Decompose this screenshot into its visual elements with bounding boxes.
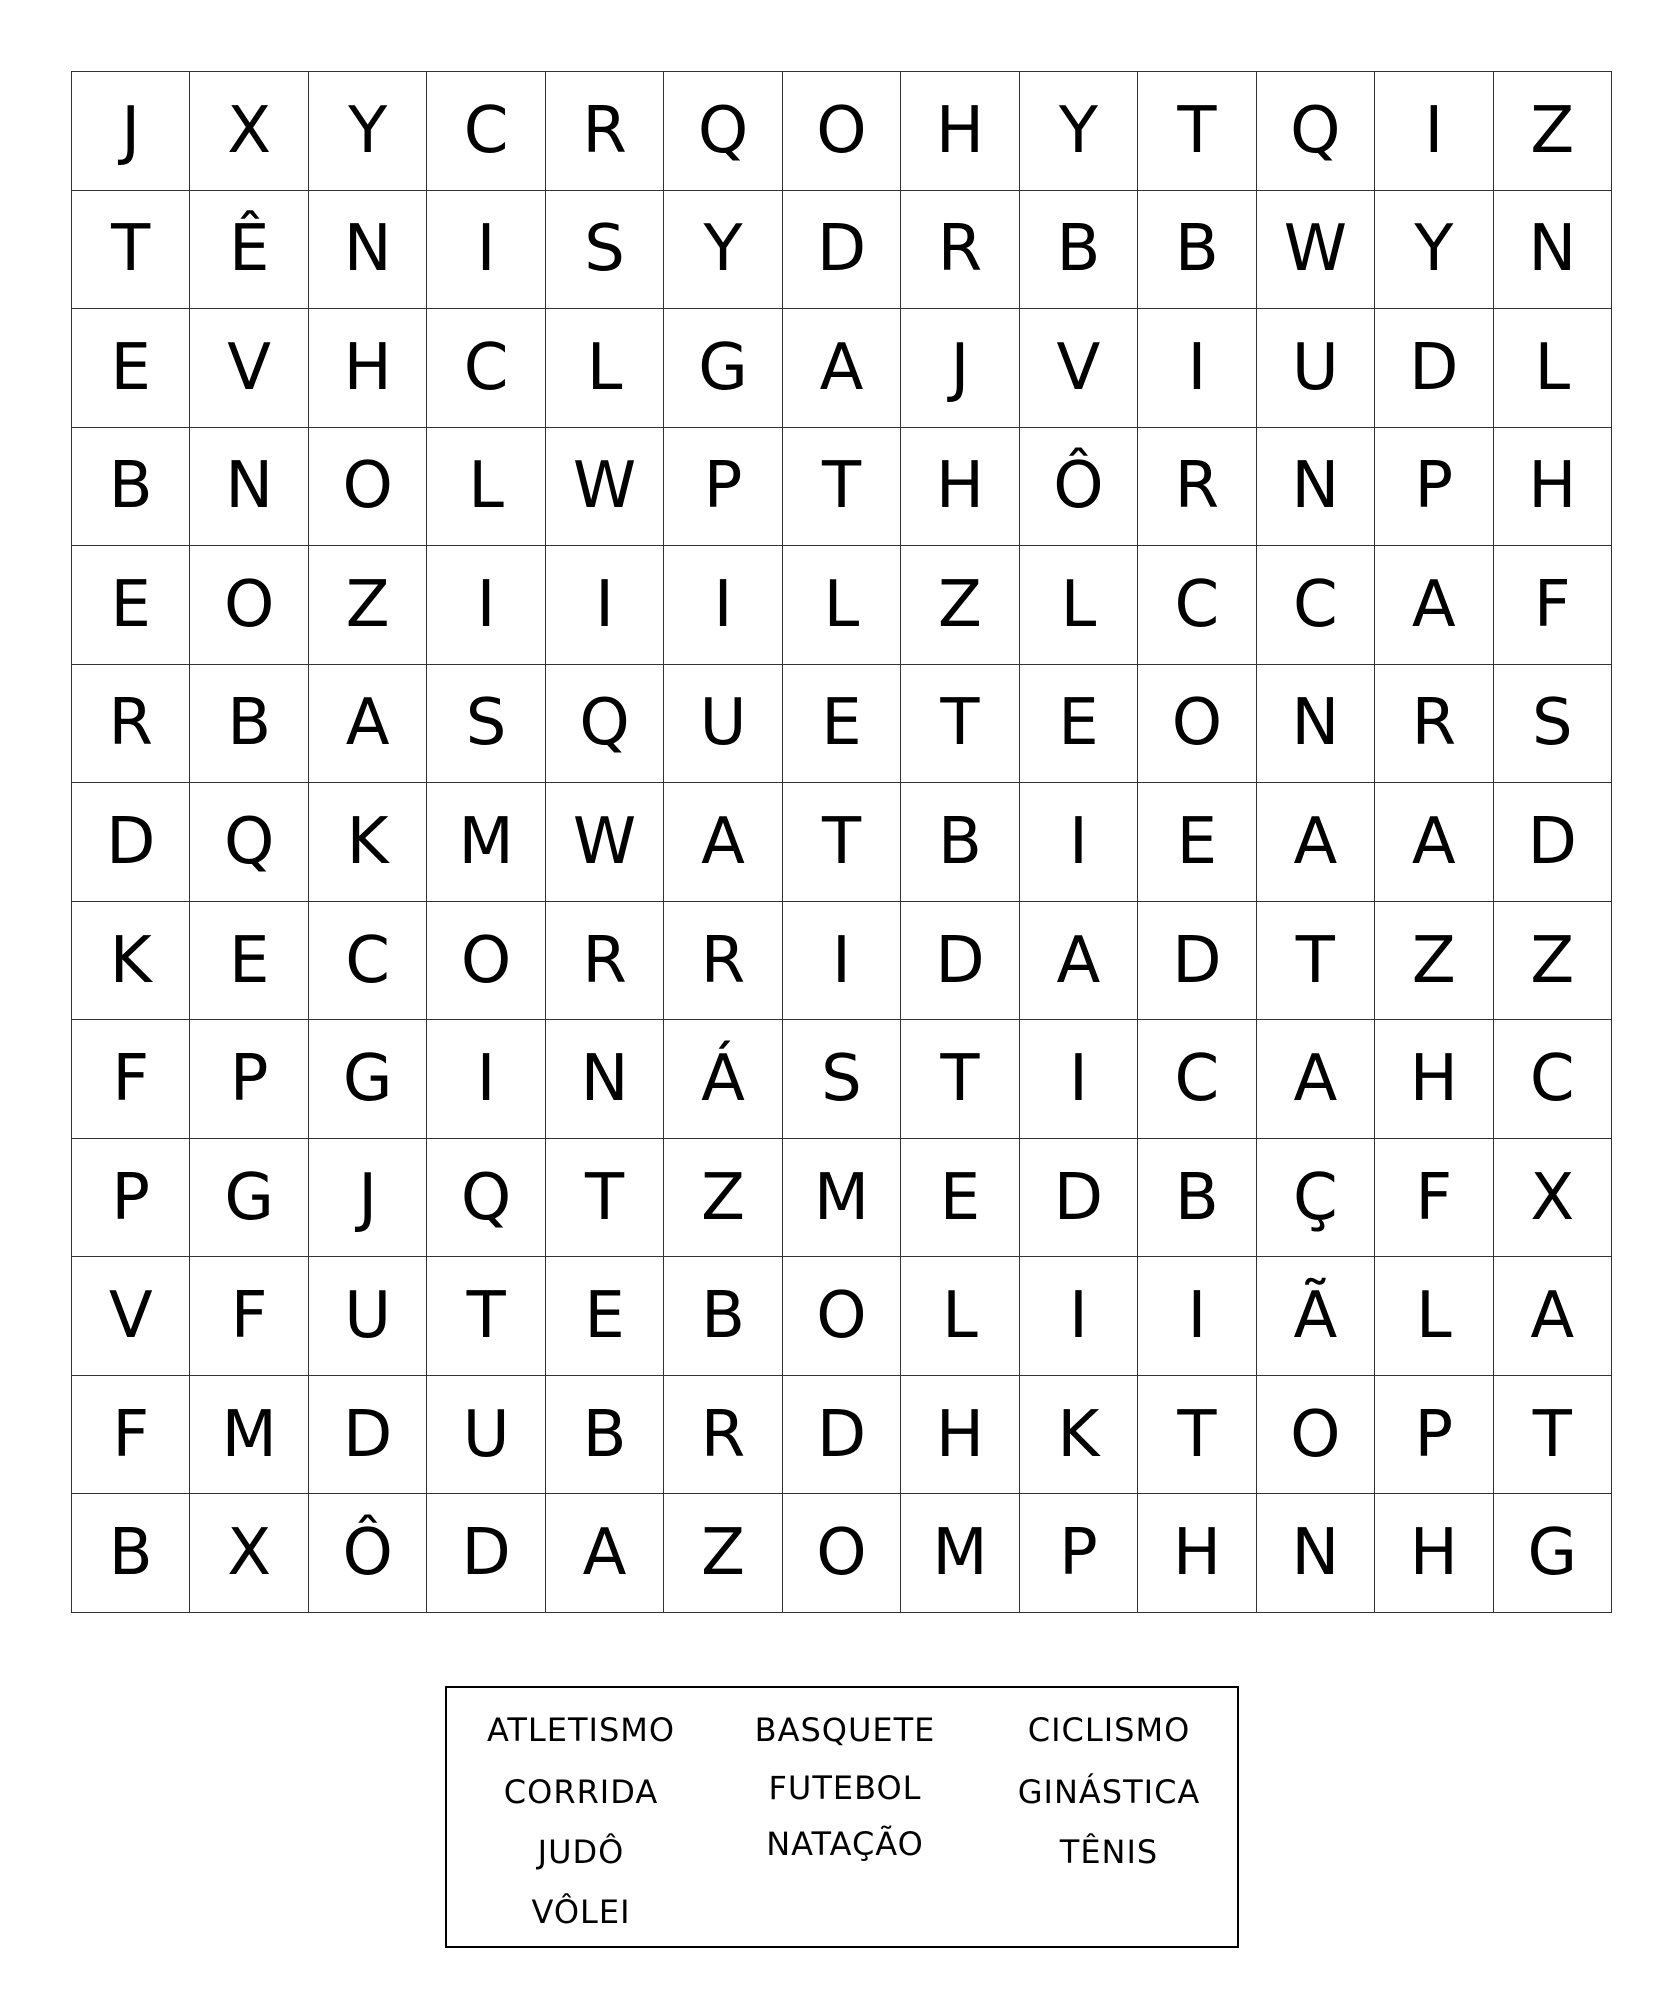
grid-cell[interactable]: D (1494, 783, 1612, 902)
grid-cell[interactable]: I (1020, 1257, 1138, 1376)
grid-cell[interactable]: T (901, 1020, 1019, 1139)
grid-cell[interactable]: E (190, 902, 308, 1021)
grid-cell[interactable]: X (190, 72, 308, 191)
grid-cell[interactable]: H (901, 1376, 1019, 1495)
grid-cell[interactable]: T (546, 1139, 664, 1258)
grid-cell[interactable]: I (1375, 72, 1493, 191)
grid-cell[interactable]: P (1375, 1376, 1493, 1495)
grid-cell[interactable]: Z (901, 546, 1019, 665)
grid-cell[interactable]: I (1020, 783, 1138, 902)
grid-cell[interactable]: A (1494, 1257, 1612, 1376)
grid-cell[interactable]: G (1494, 1494, 1612, 1613)
grid-cell[interactable]: B (190, 665, 308, 784)
grid-cell[interactable]: C (1138, 546, 1256, 665)
grid-cell[interactable]: L (901, 1257, 1019, 1376)
word-list-item: CICLISMO (1027, 1711, 1191, 1749)
grid-cell[interactable]: A (664, 783, 782, 902)
grid-cell[interactable]: T (427, 1257, 545, 1376)
grid-cell[interactable]: R (901, 191, 1019, 310)
grid-cell[interactable]: G (664, 309, 782, 428)
grid-cell[interactable]: C (309, 902, 427, 1021)
grid-cell[interactable]: H (1494, 428, 1612, 547)
grid-cell[interactable]: D (783, 1376, 901, 1495)
grid-cell[interactable]: O (1138, 665, 1256, 784)
grid-cell[interactable]: X (190, 1494, 308, 1613)
grid-cell[interactable]: B (664, 1257, 782, 1376)
grid-cell[interactable]: P (1375, 428, 1493, 547)
grid-cell[interactable]: Q (1257, 72, 1375, 191)
grid-cell[interactable]: P (664, 428, 782, 547)
grid-cell[interactable]: O (309, 428, 427, 547)
grid-cell[interactable]: D (427, 1494, 545, 1613)
grid-cell[interactable]: D (1375, 309, 1493, 428)
grid-cell[interactable]: R (1375, 665, 1493, 784)
grid-cell[interactable]: R (546, 902, 664, 1021)
grid-cell[interactable]: K (72, 902, 190, 1021)
grid-cell[interactable]: N (1257, 1494, 1375, 1613)
grid-cell[interactable]: M (190, 1376, 308, 1495)
grid-cell[interactable]: A (1375, 546, 1493, 665)
grid-cell[interactable]: H (901, 428, 1019, 547)
grid-cell[interactable]: O (1257, 1376, 1375, 1495)
grid-cell[interactable]: I (427, 546, 545, 665)
grid-cell[interactable]: W (546, 783, 664, 902)
grid-cell[interactable]: B (72, 1494, 190, 1613)
grid-cell[interactable]: D (901, 902, 1019, 1021)
grid-cell[interactable]: C (427, 72, 545, 191)
grid-cell[interactable]: T (1494, 1376, 1612, 1495)
grid-cell[interactable]: Z (664, 1139, 782, 1258)
grid-cell[interactable]: I (427, 191, 545, 310)
grid-cell[interactable]: E (1138, 783, 1256, 902)
word-list-item: CORRIDA (503, 1773, 659, 1811)
grid-cell[interactable]: F (72, 1376, 190, 1495)
grid-cell[interactable]: Z (1375, 902, 1493, 1021)
grid-cell[interactable]: A (309, 665, 427, 784)
grid-cell[interactable]: C (1257, 546, 1375, 665)
grid-cell[interactable]: B (72, 428, 190, 547)
grid-cell[interactable]: P (190, 1020, 308, 1139)
grid-cell[interactable]: Y (309, 72, 427, 191)
grid-cell[interactable]: Ô (1020, 428, 1138, 547)
grid-cell[interactable]: Z (1494, 902, 1612, 1021)
grid-cell[interactable]: H (309, 309, 427, 428)
grid-cell[interactable]: Ô (309, 1494, 427, 1613)
grid-cell[interactable]: E (546, 1257, 664, 1376)
grid-cell[interactable]: Y (664, 191, 782, 310)
grid-cell[interactable]: D (309, 1376, 427, 1495)
grid-cell[interactable]: A (1257, 1020, 1375, 1139)
grid-cell[interactable]: E (1020, 665, 1138, 784)
grid-cell[interactable]: H (1138, 1494, 1256, 1613)
grid-cell[interactable]: R (664, 1376, 782, 1495)
grid-cell[interactable]: J (901, 309, 1019, 428)
grid-cell[interactable]: S (1494, 665, 1612, 784)
word-list-item: ATLETISMO (486, 1711, 676, 1749)
grid-cell[interactable]: H (1375, 1494, 1493, 1613)
grid-cell[interactable]: Q (190, 783, 308, 902)
grid-cell[interactable]: T (72, 191, 190, 310)
grid-cell[interactable]: F (72, 1020, 190, 1139)
grid-cell[interactable]: T (1138, 72, 1256, 191)
grid-cell[interactable]: W (546, 428, 664, 547)
grid-cell[interactable]: R (664, 902, 782, 1021)
grid-cell[interactable]: S (427, 665, 545, 784)
grid-cell[interactable]: I (546, 546, 664, 665)
grid-cell[interactable]: A (1020, 902, 1138, 1021)
grid-cell[interactable]: N (1257, 665, 1375, 784)
grid-cell[interactable]: T (783, 428, 901, 547)
grid-cell[interactable]: V (72, 1257, 190, 1376)
grid-cell[interactable]: R (1138, 428, 1256, 547)
grid-cell[interactable]: N (1494, 191, 1612, 310)
grid-cell[interactable]: K (1020, 1376, 1138, 1495)
grid-cell[interactable]: T (1257, 902, 1375, 1021)
grid-cell[interactable]: G (309, 1020, 427, 1139)
grid-cell[interactable]: F (1375, 1139, 1493, 1258)
grid-cell[interactable]: M (901, 1494, 1019, 1613)
grid-cell[interactable]: D (1138, 902, 1256, 1021)
grid-cell[interactable]: N (309, 191, 427, 310)
grid-cell[interactable]: I (664, 546, 782, 665)
grid-cell[interactable]: O (190, 546, 308, 665)
grid-cell[interactable]: C (427, 309, 545, 428)
grid-cell[interactable]: T (1138, 1376, 1256, 1495)
grid-cell[interactable]: I (1138, 1257, 1256, 1376)
grid-cell[interactable]: T (901, 665, 1019, 784)
grid-cell[interactable]: V (1020, 309, 1138, 428)
grid-cell[interactable]: A (1375, 783, 1493, 902)
grid-cell[interactable]: A (1257, 783, 1375, 902)
grid-cell[interactable]: F (1494, 546, 1612, 665)
grid-cell[interactable]: B (546, 1376, 664, 1495)
grid-cell[interactable]: Y (1375, 191, 1493, 310)
grid-cell[interactable]: Z (309, 546, 427, 665)
grid-cell[interactable]: E (72, 546, 190, 665)
grid-cell[interactable]: A (783, 309, 901, 428)
grid-cell[interactable]: Ç (1257, 1139, 1375, 1258)
word-list-item: TÊNIS (1059, 1833, 1159, 1871)
grid-cell[interactable]: Q (546, 665, 664, 784)
grid-cell[interactable]: N (1257, 428, 1375, 547)
grid-cell[interactable]: C (1494, 1020, 1612, 1139)
grid-cell[interactable]: L (546, 309, 664, 428)
grid-cell[interactable]: U (664, 665, 782, 784)
grid-cell[interactable]: E (901, 1139, 1019, 1258)
grid-cell[interactable]: U (427, 1376, 545, 1495)
grid-cell[interactable]: U (309, 1257, 427, 1376)
grid-cell[interactable]: I (1020, 1020, 1138, 1139)
grid-cell[interactable]: E (72, 309, 190, 428)
grid-cell[interactable]: S (546, 191, 664, 310)
grid-cell[interactable]: I (783, 902, 901, 1021)
grid-cell[interactable]: B (1020, 191, 1138, 310)
grid-cell[interactable]: Y (1020, 72, 1138, 191)
grid-cell[interactable]: L (1375, 1257, 1493, 1376)
grid-cell[interactable]: N (546, 1020, 664, 1139)
grid-cell[interactable]: O (783, 1494, 901, 1613)
grid-cell[interactable]: I (1138, 309, 1256, 428)
grid-cell[interactable]: D (783, 191, 901, 310)
grid-cell[interactable]: B (901, 783, 1019, 902)
grid-cell[interactable]: Z (664, 1494, 782, 1613)
grid-cell[interactable]: T (783, 783, 901, 902)
word-list-item: BASQUETE (754, 1711, 936, 1749)
grid-cell[interactable]: L (427, 428, 545, 547)
word-list-item: JUDÔ (537, 1833, 625, 1871)
grid-cell[interactable]: J (309, 1139, 427, 1258)
word-list-item: FUTEBOL (768, 1769, 922, 1807)
grid-cell[interactable]: W (1257, 191, 1375, 310)
grid-cell[interactable]: Ã (1257, 1257, 1375, 1376)
grid-cell[interactable]: U (1257, 309, 1375, 428)
grid-cell[interactable]: N (190, 428, 308, 547)
grid-cell[interactable]: S (783, 1020, 901, 1139)
grid-cell[interactable]: L (1494, 309, 1612, 428)
grid-cell[interactable]: K (309, 783, 427, 902)
grid-cell[interactable]: Q (664, 72, 782, 191)
word-list-item: NATAÇÃO (766, 1825, 924, 1863)
grid-cell[interactable]: L (1020, 546, 1138, 665)
grid-cell[interactable]: B (1138, 191, 1256, 310)
grid-cell[interactable]: O (783, 72, 901, 191)
grid-cell[interactable]: P (72, 1139, 190, 1258)
grid-cell[interactable]: R (546, 72, 664, 191)
grid-cell[interactable]: M (783, 1139, 901, 1258)
grid-cell[interactable]: F (190, 1257, 308, 1376)
grid-cell[interactable]: G (190, 1139, 308, 1258)
grid-cell[interactable]: C (1138, 1020, 1256, 1139)
grid-cell[interactable]: E (783, 665, 901, 784)
grid-cell[interactable]: R (72, 665, 190, 784)
grid-cell[interactable]: I (427, 1020, 545, 1139)
grid-cell[interactable]: Ê (190, 191, 308, 310)
word-list (445, 1686, 1239, 1948)
word-list-item: GINÁSTICA (1017, 1773, 1201, 1811)
grid-cell[interactable]: Q (427, 1139, 545, 1258)
grid-cell[interactable]: M (427, 783, 545, 902)
grid-cell[interactable]: J (72, 72, 190, 191)
grid-cell[interactable]: H (1375, 1020, 1493, 1139)
grid-cell[interactable]: P (1020, 1494, 1138, 1613)
grid-cell[interactable]: D (1020, 1139, 1138, 1258)
grid-cell[interactable]: L (783, 546, 901, 665)
word-list-item: VÔLEI (531, 1893, 631, 1931)
grid-cell[interactable]: X (1494, 1139, 1612, 1258)
grid-cell[interactable]: B (1138, 1139, 1256, 1258)
grid-cell[interactable]: D (72, 783, 190, 902)
grid-cell[interactable]: O (427, 902, 545, 1021)
grid-cell[interactable]: H (901, 72, 1019, 191)
letter-grid (71, 71, 1612, 1613)
grid-cell[interactable]: O (783, 1257, 901, 1376)
grid-cell[interactable]: Á (664, 1020, 782, 1139)
grid-cell[interactable]: V (190, 309, 308, 428)
grid-cell[interactable]: Z (1494, 72, 1612, 191)
grid-cell[interactable]: A (546, 1494, 664, 1613)
